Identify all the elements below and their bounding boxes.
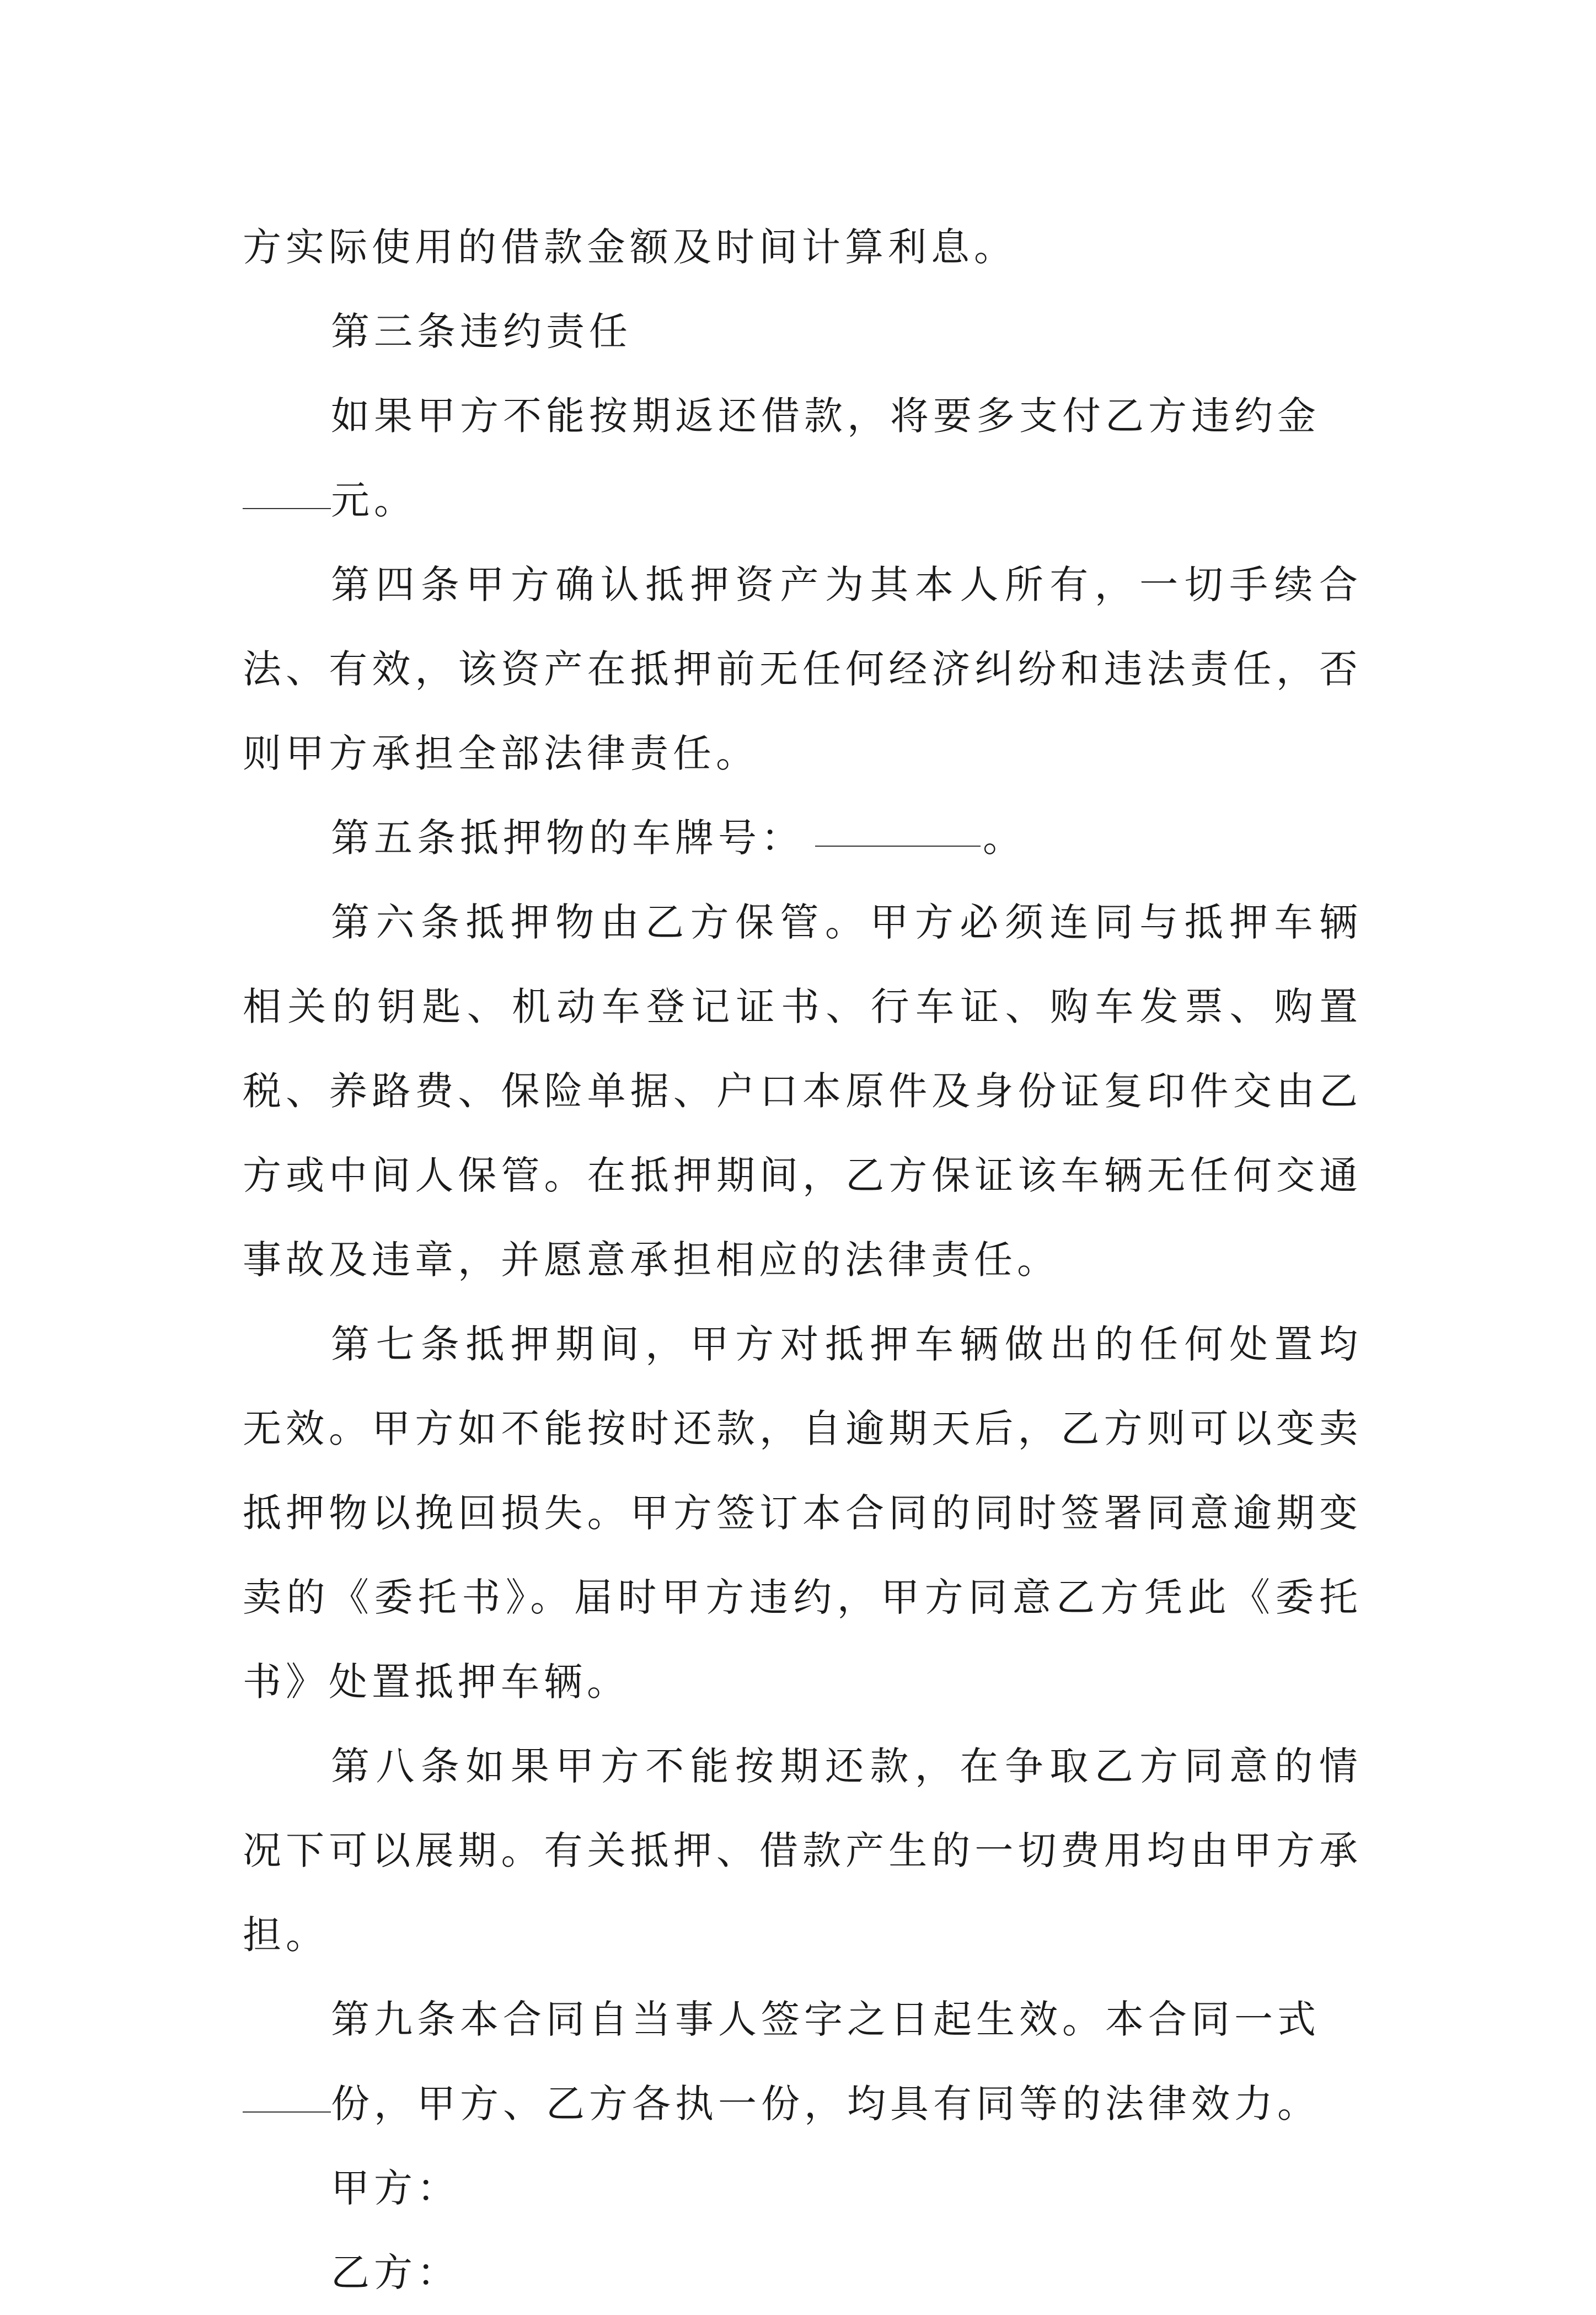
article-3-title-text: 第三条违约责任 (331, 309, 632, 354)
article-6-text: 第六条抵押物由乙方保管。甲方必须连同与抵押车辆相关的钥匙、机动车登记证书、行车证、购车发票、购置税、养路费、保险单据、户口本原件及身份证复印件交由乙方或中间人保管。在抵押期间，乙方保证该车辆无任何交通事故及违章，并愿意承担相应的法律责任。 (243, 900, 1362, 1282)
license-plate-blank (815, 807, 981, 847)
article-4-text: 第四条甲方确认抵押资产为其本人所有，一切手续合法、有效，该资产在抵押前无任何经济纠纷和违法责任，否则甲方承担全部法律责任。 (243, 562, 1362, 776)
signature-party-b (243, 2231, 1362, 2315)
article-3-body (243, 374, 1362, 543)
interest-clause-tail (243, 205, 1362, 290)
copies-count-blank (243, 2073, 331, 2113)
article-5 (243, 796, 1362, 880)
article-9-text: 第九条本合同自当事人签字之日起生效。本合同一式 (331, 1997, 1320, 2042)
signature-party-a (243, 2146, 1362, 2231)
article-7-text: 第七条抵押期间，甲方对抵押车辆做出的任何处置均无效。甲方如不能按时还款，自逾期天后，乙方则可以变卖抵押物以挽回损失。甲方签订本合同的同时签署同意逾期变卖的《委托书》。届时甲方违约，甲方同意乙方凭此《委托书》处置抵押车辆。 (243, 1322, 1362, 1704)
article-4 (243, 543, 1362, 796)
article-3-title (243, 290, 1362, 374)
article-9-text-cont: 份，甲方、乙方各执一份，均具有同等的法律效力。 (331, 2081, 1320, 2126)
article-5-end: 。 (983, 815, 1026, 860)
article-7 (243, 1302, 1362, 1724)
interest-clause-text: 方实际使用的借款金额及时间计算利息。 (243, 224, 1017, 270)
article-9 (243, 1977, 1362, 2146)
party-b-label: 乙方： (331, 2250, 460, 2295)
contract-body (243, 205, 1362, 2315)
article-8 (243, 1724, 1362, 1977)
penalty-amount-blank (243, 469, 331, 509)
article-5-text: 第五条抵押物的车牌号： (331, 815, 804, 860)
article-3-body-text: 如果甲方不能按期返还借款，将要多支付乙方违约金 (331, 393, 1320, 439)
party-a-label: 甲方： (331, 2166, 460, 2211)
article-3-body-unit: 元。 (331, 478, 417, 523)
article-6 (243, 880, 1362, 1302)
article-8-text: 第八条如果甲方不能按期还款，在争取乙方同意的情况下可以展期。有关抵押、借款产生的一切费用均由甲方承担。 (243, 1744, 1362, 1958)
